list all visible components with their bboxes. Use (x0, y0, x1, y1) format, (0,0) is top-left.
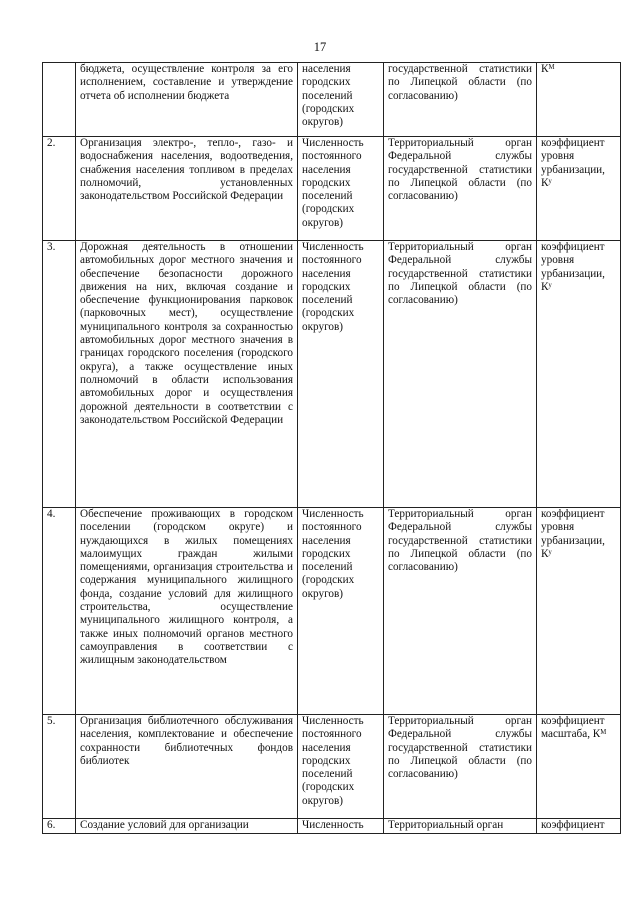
source-cell: Территориальный орган Федеральной службы государственной статистики по Липецкой области (по согласованию) (384, 508, 537, 715)
row-number: 6. (43, 819, 76, 834)
function-cell: Организация библиотечного обслуживания населения, комплектование и обеспечение сохранности библиотечных фондов библиотек (76, 715, 298, 819)
indicator-cell: Численность постоянного населения городских поселений (городских округов) (298, 508, 384, 715)
indicator-cell: населения городских поселений (городских округов) (298, 63, 384, 137)
coefficient-cell: Кᴹ (537, 63, 621, 137)
coefficient-cell: коэффициент уровня урбанизации, Кʸ (537, 508, 621, 715)
table-row (43, 819, 621, 834)
indicator-cell: Численность постоянного населения городских поселений (городских округов) (298, 241, 384, 508)
source-cell: Территориальный орган Федеральной службы государственной статистики по Липецкой области (по согласованию) (384, 715, 537, 819)
row-number (43, 63, 76, 137)
function-cell: Организация электро-, тепло-, газо- и водоснабжения населения, водоотведения, снабжения населения топливом в пределах полномочий, установленных законодательством Российской Федерации (76, 137, 298, 241)
indicator-cell: Численность постоянного населения городских поселений (городских округов) (298, 715, 384, 819)
function-cell: Создание условий для организации (76, 819, 298, 834)
source-cell: Территориальный орган (384, 819, 537, 834)
coefficient-cell: коэффициент (537, 819, 621, 834)
function-cell: Дорожная деятельность в отношении автомобильных дорог местного значения и обеспечение безопасности дорожного движения на них, включая создание и обеспечение функционирования парковок (парковочных мест), осуществление муниципального контроля за сохранностью автомобильных дорог местного значения в границах городского поселения (городского округа), а также осуществление иных полномочий в области использования автомобильных дорог и осуществления дорожной деятельности в соответствии с законодательством Российской Федерации (76, 241, 298, 508)
table-row (43, 508, 621, 715)
source-cell: Территориальный орган Федеральной службы государственной статистики по Липецкой области (по согласованию) (384, 137, 537, 241)
source-cell: государственной статистики по Липецкой области (по согласованию) (384, 63, 537, 137)
powers-table (42, 62, 621, 834)
function-cell: бюджета, осуществление контроля за его исполнением, составление и утверждение отчета об исполнении бюджета (76, 63, 298, 137)
page-number: 17 (313, 40, 327, 54)
function-cell: Обеспечение проживающих в городском поселении (городском округе) и нуждающихся в жилых помещениях малоимущих граждан жилыми помещениями, организация строительства и содержания муниципального жилищного фонда, создание условий для жилищного строительства, осуществление муниципального жилищного контроля, а также иных полномочий органов местного самоуправления в соответствии с жилищным законодательством (76, 508, 298, 715)
table-row (43, 241, 621, 508)
table-row (43, 63, 621, 137)
row-number: 4. (43, 508, 76, 715)
indicator-cell: Численность (298, 819, 384, 834)
coefficient-cell: коэффициент уровня урбанизации, Кʸ (537, 241, 621, 508)
source-cell: Территориальный орган Федеральной службы государственной статистики по Липецкой области (по согласованию) (384, 241, 537, 508)
row-number: 3. (43, 241, 76, 508)
indicator-cell: Численность постоянного населения городских поселений (городских округов) (298, 137, 384, 241)
row-number: 5. (43, 715, 76, 819)
table-row (43, 715, 621, 819)
coefficient-cell: коэффициент масштаба, Кᴹ (537, 715, 621, 819)
coefficient-cell: коэффициент уровня урбанизации, Кʸ (537, 137, 621, 241)
row-number: 2. (43, 137, 76, 241)
table-row (43, 137, 621, 241)
